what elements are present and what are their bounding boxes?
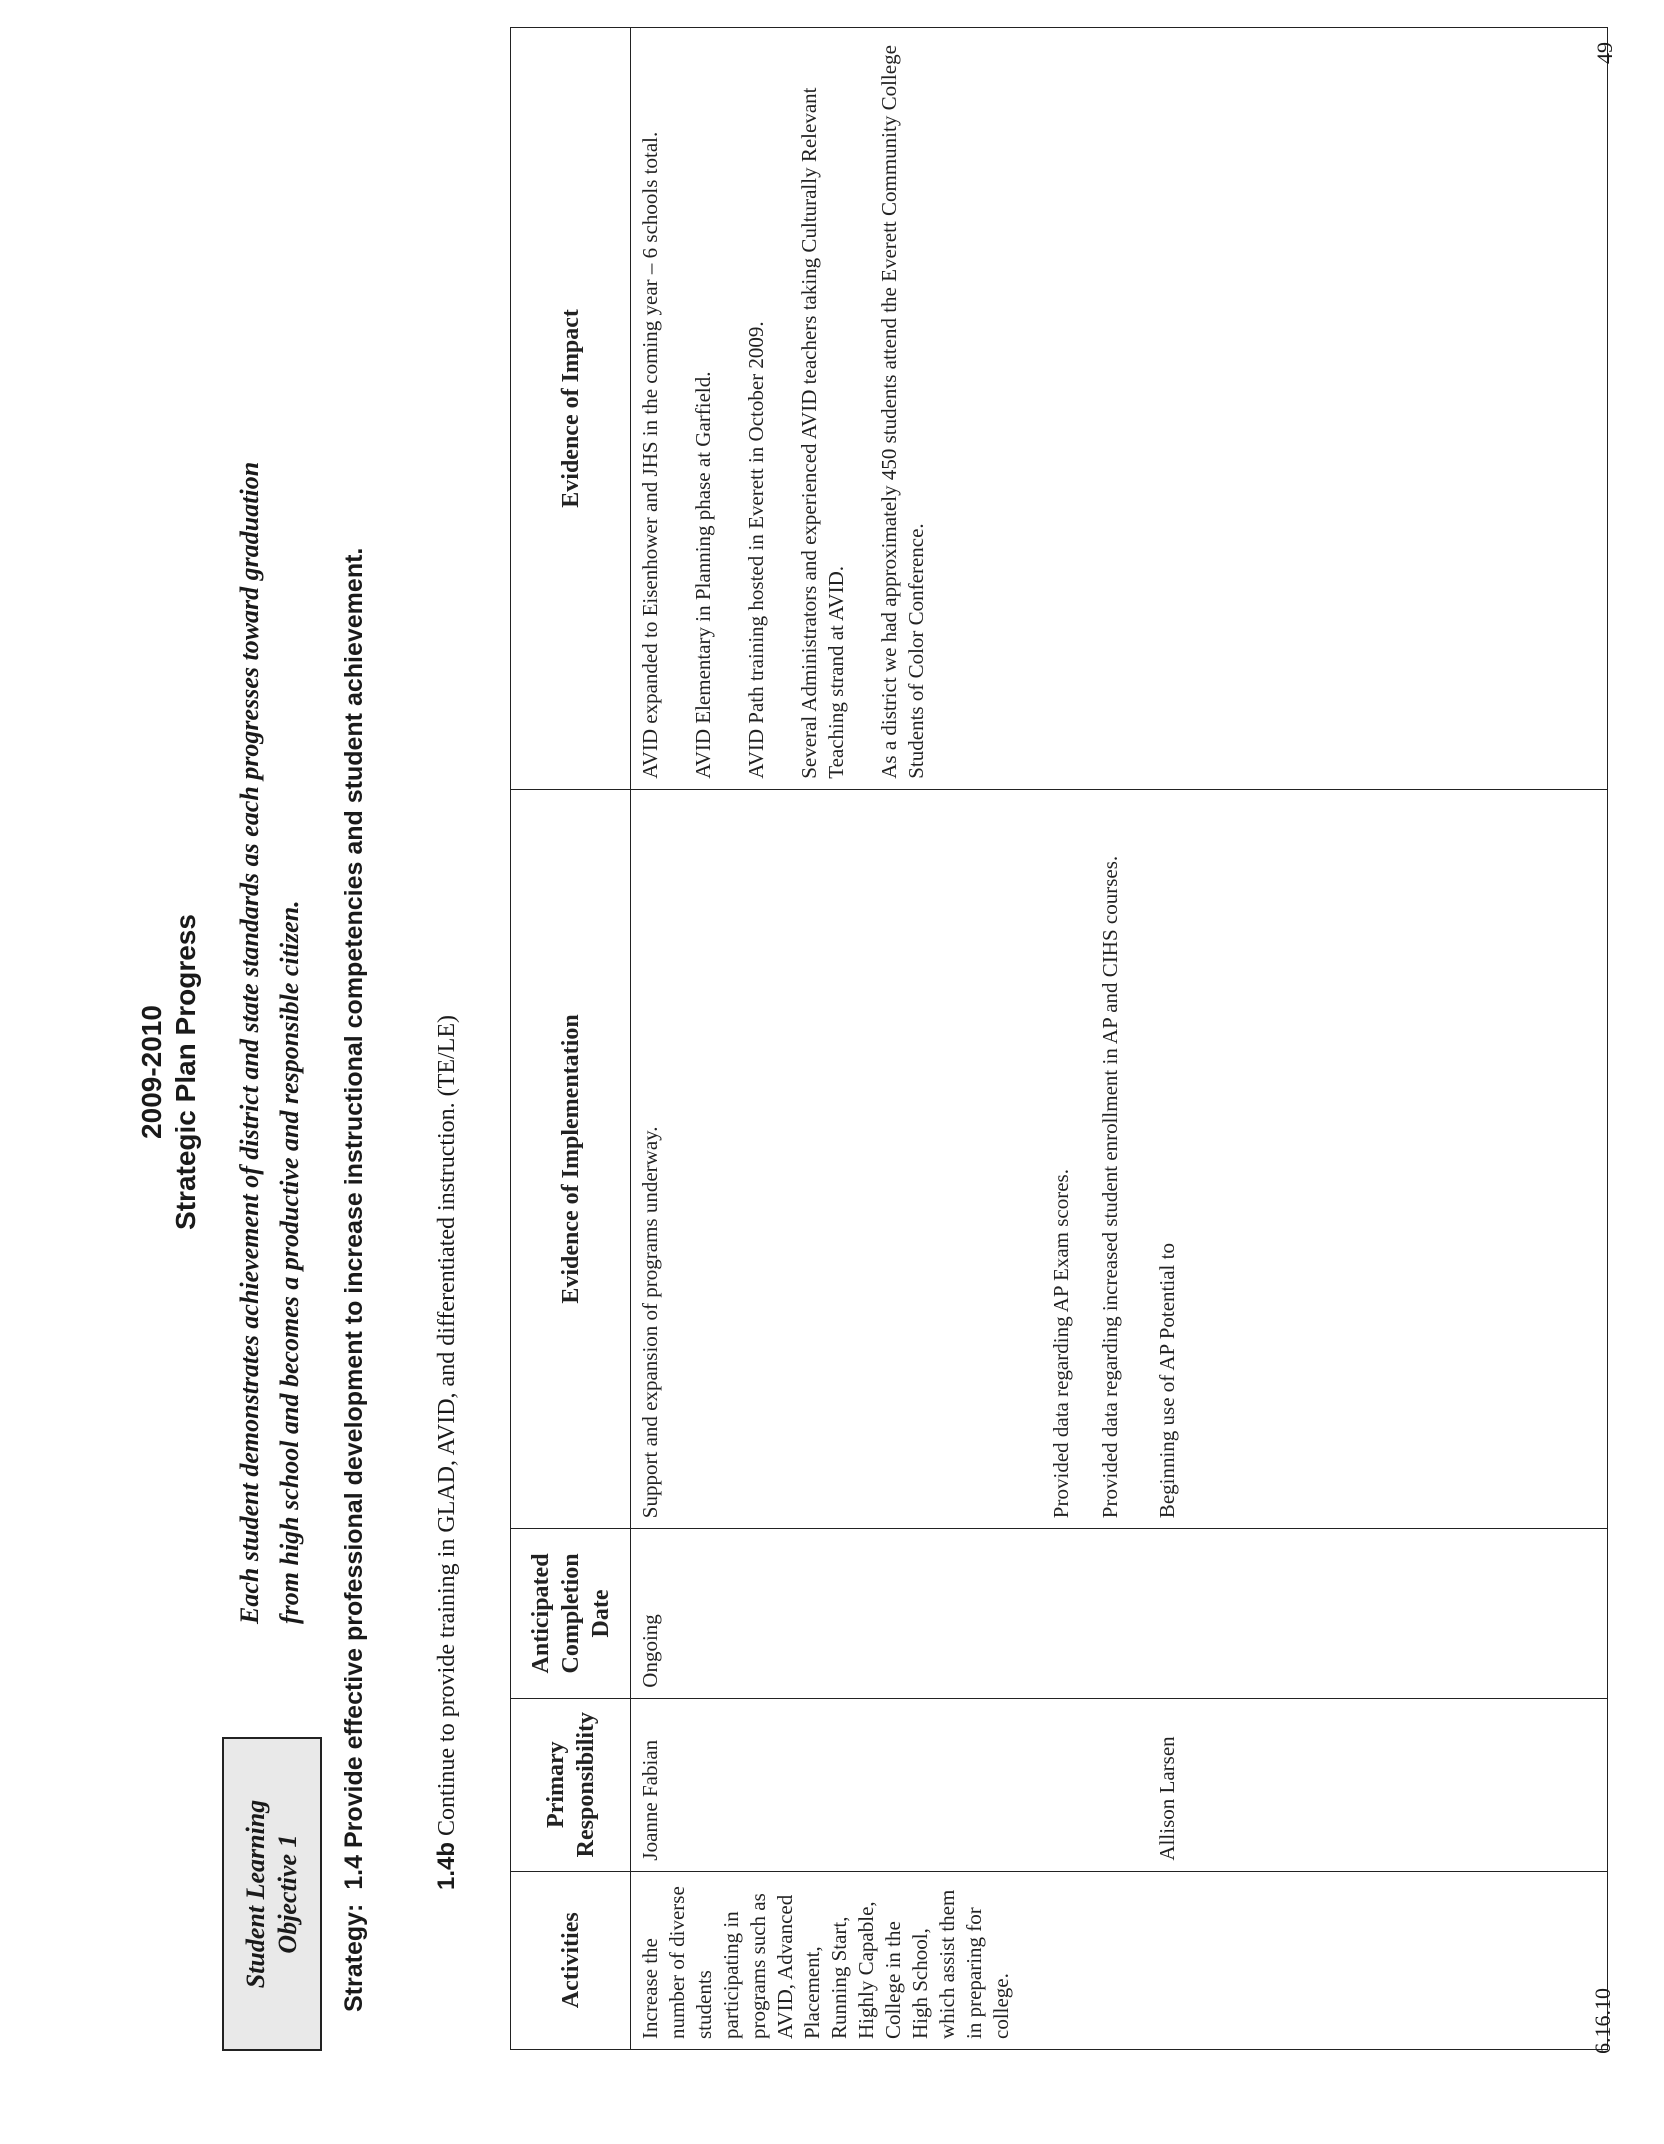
strategy-text: 1.4 Provide effective professional development to increase instructional competencies and student achievement. [340, 547, 368, 1890]
header-anticipated-completion-date: Anticipated Completion Date [511, 1529, 631, 1699]
completion-text: Ongoing [638, 1614, 662, 1688]
strategy-prefix: Strategy: [340, 1903, 368, 2012]
responsibility-name-2: Allison Larsen [1155, 1736, 1179, 1861]
sub-strategy-number: 1.4b [433, 1841, 460, 1890]
header-evidence-of-implementation: Evidence of Implementation [511, 789, 631, 1528]
footer-date: 6.16.10 [1590, 1988, 1615, 2054]
sub-strategy-text: Continue to provide training in GLAD, AVID, and differentiated instruction. (TE/LE) [434, 1015, 460, 1836]
implementation-item-1: Support and expansion of programs underway. [638, 1126, 662, 1519]
objective-label-line2: Objective 1 [273, 1834, 302, 1954]
cell-implementation [631, 789, 1608, 1528]
objective-label-box [222, 1737, 322, 2051]
impact-item-2: AVID Elementary in Planning phase at Garfield. [691, 371, 715, 779]
page-title-year: 2009-2010 [136, 1005, 167, 1139]
strategy-heading [338, 112, 370, 2012]
responsibility-name-1: Joanne Fabian [638, 1739, 662, 1861]
progress-table [510, 27, 1608, 2050]
header-evidence-of-impact: Evidence of Impact [511, 28, 631, 790]
objective-statement-line1: Each student demonstrates achievement of district and state standards as each progresses toward graduation [235, 461, 264, 1624]
objective-statement [230, 64, 310, 1624]
objective-label-line1: Student Learning [241, 1799, 270, 1989]
page-number: 49 [1592, 42, 1617, 64]
table-row [631, 28, 1608, 2050]
objective-statement-line2: from high school and becomes a productive and responsible citizen. [275, 900, 304, 1624]
table-header-row [511, 28, 631, 2050]
cell-activity [631, 1871, 1608, 2049]
implementation-item-4: Beginning use of AP Potential to [1155, 1243, 1179, 1519]
impact-item-3: AVID Path training hosted in Everett in October 2009. [744, 321, 768, 779]
impact-item-5: As a district we had approximately 450 students attend the Everett Community College Students of Color Conference. [877, 45, 928, 779]
implementation-item-3: Provided data regarding increased student enrollment in AP and CIHS courses. [1098, 855, 1122, 1519]
impact-item-4: Several Administrators and experienced AVID teachers taking Culturally Relevant Teaching strand at AVID. [797, 87, 848, 779]
cell-responsibility [631, 1698, 1608, 1871]
activity-text: Increase the number of diverse students participating in programs such as AVID, Advanced Placement, Running Start, Highly Capable, College in the High School, which assist them in preparing for college. [638, 1886, 1013, 2039]
sub-strategy [432, 190, 462, 1890]
header-activities: Activities [511, 1871, 631, 2049]
page-title-text: Strategic Plan Progress [170, 914, 201, 1230]
cell-completion [631, 1529, 1608, 1699]
cell-impact [631, 28, 1608, 790]
page-title [135, 0, 203, 2144]
header-primary-responsibility: Primary Responsibility [511, 1698, 631, 1871]
impact-item-1: AVID expanded to Eisenhower and JHS in the coming year – 6 schools total. [638, 131, 662, 779]
implementation-item-2: Provided data regarding AP Exam scores. [1049, 1169, 1073, 1519]
